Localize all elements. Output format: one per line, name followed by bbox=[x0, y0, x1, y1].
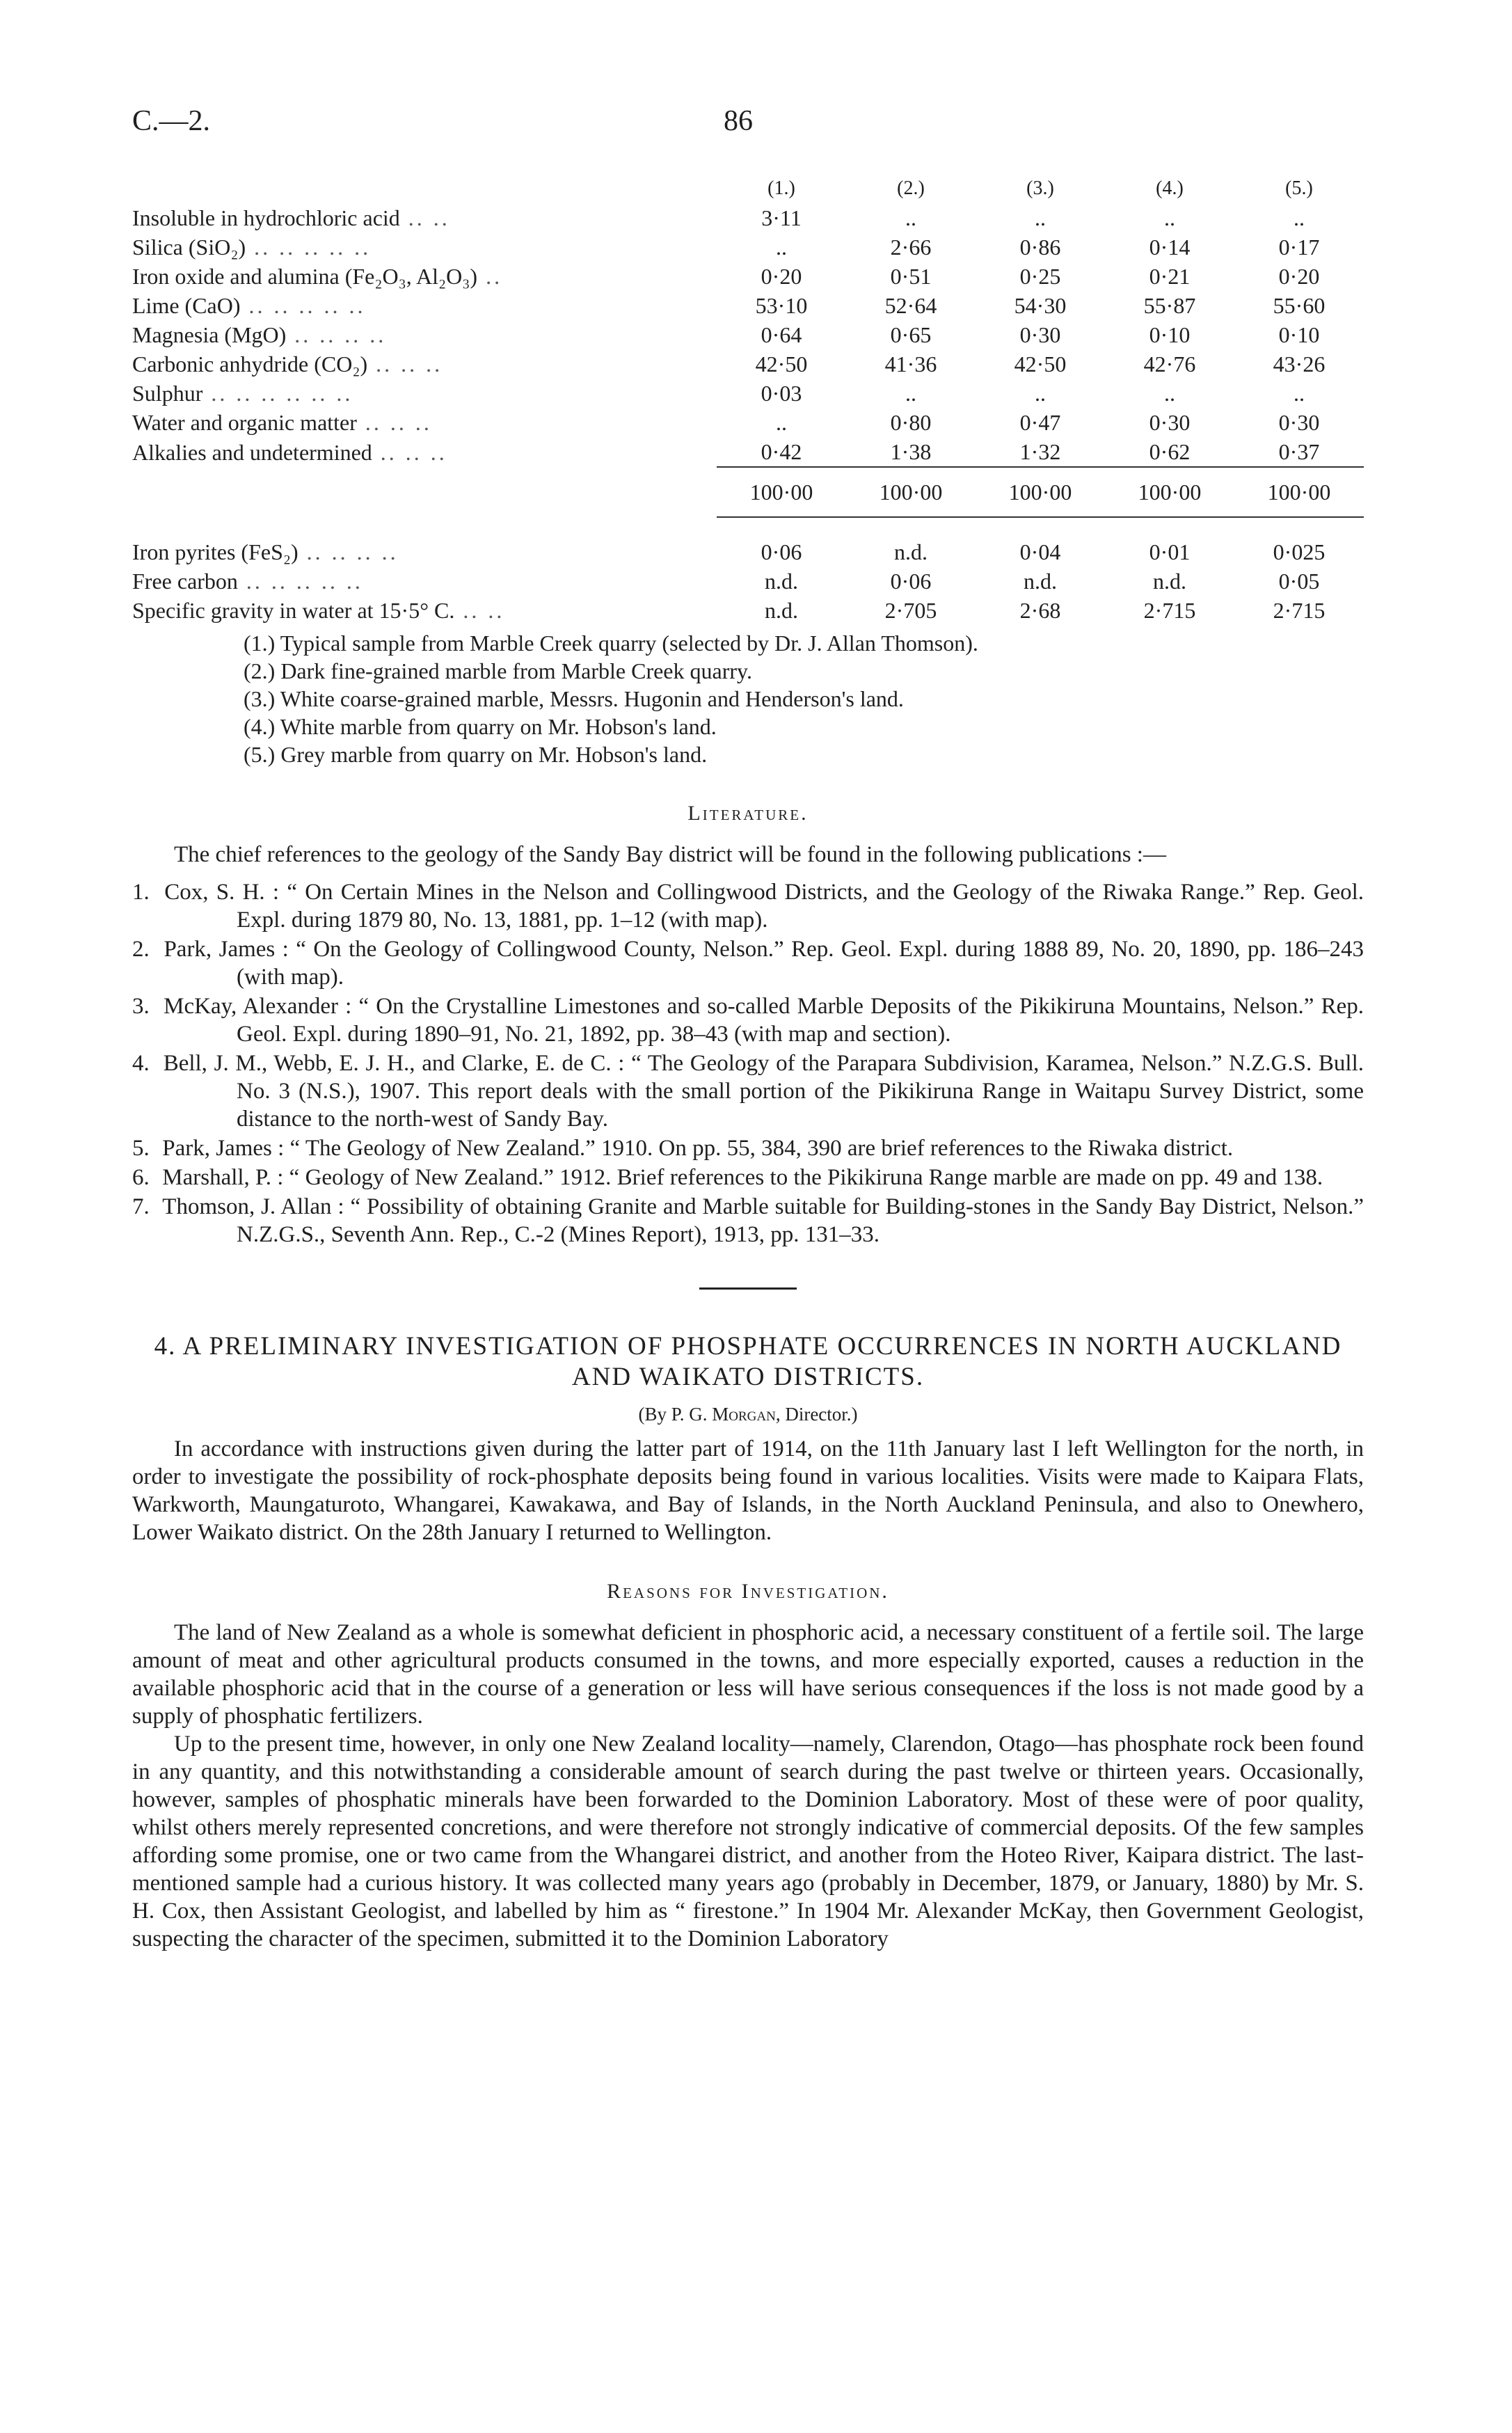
table-cell: 3·11 bbox=[761, 205, 802, 230]
reference-text: Marshall, P. : “ Geology of New Zealand.” 1912. Brief references to the Pikikiruna Range marble are made on pp. 49 and 138. bbox=[162, 1165, 1323, 1190]
literature-heading: Literature. bbox=[687, 802, 809, 825]
table-cell: 0·42 bbox=[761, 439, 802, 464]
table-cell: 2·705 bbox=[884, 598, 937, 623]
analysis-table bbox=[132, 174, 1364, 625]
total-cell: 100·00 bbox=[976, 467, 1105, 517]
table-row: Silica (SiO₂) .. .. .. .. .. .. 2·66 0·86 0·14 0·17 bbox=[132, 232, 1364, 262]
column-header: (1.) bbox=[767, 177, 795, 199]
table-cell: .. bbox=[1035, 205, 1046, 230]
total-cell: 100·00 bbox=[717, 467, 846, 517]
table-row: Iron oxide and alumina (Fe₂O₃, Al₂O₃) .. 0·20 0·51 0·25 0·21 0·20 bbox=[132, 262, 1364, 291]
table-cell: 0·51 bbox=[890, 264, 932, 289]
row-label: Carbonic anhydride (CO₂) bbox=[132, 351, 368, 377]
reference-item bbox=[132, 1134, 1364, 1162]
reference-item bbox=[132, 878, 1364, 934]
analysis-column-headers bbox=[132, 174, 1364, 203]
column-header: (4.) bbox=[1156, 177, 1184, 199]
sample-note: (4.) White marble from quarry on Mr. Hobson's land. bbox=[244, 714, 717, 739]
row-label: Free carbon bbox=[132, 569, 238, 594]
table-cell: 0·20 bbox=[1278, 264, 1320, 289]
table-cell: 2·715 bbox=[1143, 598, 1196, 623]
table-cell: 2·68 bbox=[1019, 598, 1061, 623]
table-cell: 0·30 bbox=[1278, 410, 1320, 435]
table-row: Lime (CaO) .. .. .. .. .. 53·10 52·64 54·30 55·87 55·60 bbox=[132, 291, 1364, 320]
body-paragraph: The land of New Zealand as a whole is somewhat deficient in phosphoric acid, a necessary constituent of a fertile soil. The large amount of meat and other agricultural products consumed in the towns, and more especially exported, causes a reduction in the available phosphoric acid that in the course of a generation or less will have serious consequences if the loss is not made good by a supply of phosphatic fertilizers. bbox=[132, 1620, 1364, 1729]
table-cell: 0·47 bbox=[1019, 410, 1061, 435]
table-row: Free carbon .. .. .. .. .. n.d. 0·06 n.d. n.d. 0·05 bbox=[132, 566, 1364, 596]
total-cell: 100·00 bbox=[1105, 467, 1234, 517]
table-cell: 2·715 bbox=[1273, 598, 1326, 623]
sample-note: (1.) Typical sample from Marble Creek quarry (selected by Dr. J. Allan Thomson). bbox=[244, 631, 978, 656]
sample-note: (2.) Dark fine-grained marble from Marble Creek quarry. bbox=[244, 658, 752, 683]
table-cell: .. bbox=[905, 381, 916, 406]
table-cell: 0·10 bbox=[1149, 322, 1191, 347]
table-cell: .. bbox=[776, 410, 787, 435]
table-cell: n.d. bbox=[765, 569, 798, 594]
total-cell: 100·00 bbox=[1234, 467, 1364, 517]
reference-item bbox=[132, 935, 1364, 991]
row-label: Water and organic matter bbox=[132, 410, 357, 435]
table-cell: 43·26 bbox=[1273, 351, 1326, 377]
column-header: (2.) bbox=[897, 177, 925, 199]
table-cell: 0·06 bbox=[890, 569, 932, 594]
reference-item bbox=[132, 1049, 1364, 1133]
table-cell: n.d. bbox=[1153, 569, 1186, 594]
table-cell: 0·21 bbox=[1149, 264, 1191, 289]
table-cell: 0·86 bbox=[1019, 235, 1061, 260]
table-cell: n.d. bbox=[765, 598, 798, 623]
page-number: 86 bbox=[724, 105, 753, 137]
table-cell: 55·60 bbox=[1273, 293, 1326, 318]
table-row: Alkalies and undetermined .. .. .. 0·42 1·38 1·32 0·62 0·37 bbox=[132, 437, 1364, 467]
body-paragraph: Up to the present time, however, in only one New Zealand locality—namely, Clarendon, Otago—has phosphate rock been found in any quantity, and this notwithstanding a considerable amount of search during the past twelve or thirteen years. Occasionally, however, samples of phosphatic minerals have been forwarded to the Dominion Laboratory. Most of these were of poor quality, whilst others merely represented concretions, and were therefore not strongly indicative of commercial deposits. Of the few samples affording some promise, one or two came from the Whangarei district, and another from the Hoteo River, Kaipara district. The last-mentioned sample had a curious history. It was collected many years ago (probably in December, 1879, or January, 1880) by Mr. S. H. Cox, then Assistant Geologist, and labelled by him as “ firestone.” In 1904 Mr. Alexander McKay, then Government Geologist, suspecting the character of the specimen, submitted it to the Dominion Laboratory bbox=[132, 1731, 1364, 1951]
table-cell: 0·64 bbox=[761, 322, 802, 347]
row-label: Specific gravity in water at 15·5° C. bbox=[132, 598, 455, 623]
table-cell: 0·04 bbox=[1019, 539, 1061, 564]
reference-list bbox=[132, 878, 1364, 1249]
row-label: Magnesia (MgO) bbox=[132, 322, 287, 347]
table-row: Iron pyrites (FeS₂) .. .. .. .. 0·06 n.d. 0·04 0·01 0·025 bbox=[132, 537, 1364, 566]
table-cell: n.d. bbox=[1024, 569, 1057, 594]
sample-note: (3.) White coarse-grained marble, Messrs. Hugonin and Henderson's land. bbox=[244, 686, 904, 711]
table-cell: 0·65 bbox=[890, 322, 932, 347]
table-cell: 0·25 bbox=[1019, 264, 1061, 289]
byline bbox=[132, 1404, 1364, 1425]
row-label: Iron oxide and alumina (Fe₂O₃, Al₂O₃) bbox=[132, 264, 478, 289]
reference-text: Thomson, J. Allan : “ Possibility of obtaining Granite and Marble suitable for Building-stones in the Sandy Bay District, Nelson.” N.Z.G.S., Seventh Ann. Rep., C.-2 (Mines Report), 1913, pp. 131–33. bbox=[162, 1194, 1364, 1247]
reference-number: 4. bbox=[132, 1051, 150, 1076]
table-cell: 0·62 bbox=[1149, 439, 1191, 464]
totals-row bbox=[132, 467, 1364, 517]
reference-number: 3. bbox=[132, 994, 150, 1019]
row-label: Iron pyrites (FeS₂) bbox=[132, 539, 299, 564]
table-cell: .. bbox=[1294, 205, 1305, 230]
table-cell: 42·76 bbox=[1143, 351, 1196, 377]
reference-text: Cox, S. H. : “ On Certain Mines in the Nelson and Collingwood Districts, and the Geology of the Riwaka Range.” Rep. Geol. Expl. during 1879 80, No. 13, 1881, pp. 1–12 (with map). bbox=[164, 880, 1364, 933]
row-label: Silica (SiO₂) bbox=[132, 235, 246, 260]
table-cell: 1·38 bbox=[890, 439, 932, 464]
table-row: Sulphur .. .. .. .. .. .. 0·03 .. .. .. .. bbox=[132, 379, 1364, 408]
table-cell: .. bbox=[905, 205, 916, 230]
reasons-heading: Reasons for Investigation. bbox=[607, 1580, 889, 1603]
table-row: Insoluble in hydrochloric acid .. .. 3·11 .. .. .. .. bbox=[132, 203, 1364, 232]
table-row: Water and organic matter .. .. .. .. 0·80 0·47 0·30 0·30 bbox=[132, 408, 1364, 437]
document-page bbox=[132, 104, 1364, 1953]
sample-notes bbox=[244, 629, 1364, 768]
table-cell: 1·32 bbox=[1019, 439, 1061, 464]
table-cell: .. bbox=[1164, 205, 1175, 230]
reference-text: McKay, Alexander : “ On the Crystalline Limestones and so-called Marble Deposits of the Pikikiruna Mountains, Nelson.” Rep. Geol. Expl. during 1890–91, No. 21, 1892, pp. 38–43 (with map and section). bbox=[164, 994, 1364, 1047]
section-title: 4. A PRELIMINARY INVESTIGATION OF PHOSPHATE OCCURRENCES IN NORTH AUCKLAND AND WAIKATO DISTRICTS. bbox=[154, 1332, 1342, 1391]
intro-paragraph: In accordance with instructions given during the latter part of 1914, on the 11th January last I left Wellington for the north, in order to investigate the possibility of rock-phosphate deposits being found in various localities. Visits were made to Kaipara Flats, Warkworth, Maungaturoto, Whangarei, Kawakawa, and Bay of Islands, in the North Auckland Peninsula, and also to Onewhero, Lower Waikato district. On the 28th January I returned to Wellington. bbox=[132, 1436, 1364, 1545]
reference-text: Bell, J. M., Webb, E. J. H., and Clarke, E. de C. : “ The Geology of the Parapara Subdivision, Karamea, Nelson.” N.Z.G.S. Bull. No. 3 (N.S.), 1907. This report deals with the small portion of the Pikikiruna Range in Waitapu Survey District, some distance to the north-west of Sandy Bay. bbox=[163, 1051, 1364, 1132]
table-cell: 42·50 bbox=[1014, 351, 1067, 377]
table-cell: 53·10 bbox=[755, 293, 808, 318]
table-cell: 0·03 bbox=[761, 381, 802, 406]
table-cell: n.d. bbox=[894, 539, 928, 564]
table-cell: .. bbox=[1294, 381, 1305, 406]
author-name: Morgan bbox=[712, 1404, 776, 1425]
row-label: Insoluble in hydrochloric acid bbox=[132, 205, 400, 230]
table-cell: 41·36 bbox=[884, 351, 937, 377]
table-cell: 0·17 bbox=[1278, 235, 1320, 260]
table-cell: 0·06 bbox=[761, 539, 802, 564]
table-cell: 55·87 bbox=[1143, 293, 1196, 318]
sample-note: (5.) Grey marble from quarry on Mr. Hobson's land. bbox=[244, 742, 708, 767]
byline-prefix: (By P. G. bbox=[638, 1404, 713, 1425]
table-row: Specific gravity in water at 15·5° C. .. .. n.d. 2·705 2·68 2·715 2·715 bbox=[132, 596, 1364, 625]
column-header: (3.) bbox=[1026, 177, 1054, 199]
row-label: Sulphur bbox=[132, 381, 203, 406]
table-cell: 0·30 bbox=[1149, 410, 1191, 435]
table-cell: 2·66 bbox=[890, 235, 932, 260]
table-cell: 0·80 bbox=[890, 410, 932, 435]
table-cell: .. bbox=[1164, 381, 1175, 406]
reference-item bbox=[132, 992, 1364, 1048]
page-header bbox=[132, 104, 1364, 160]
reference-item bbox=[132, 1193, 1364, 1249]
table-cell: 0·025 bbox=[1273, 539, 1326, 564]
table-cell: .. bbox=[1035, 381, 1046, 406]
reference-number: 7. bbox=[132, 1194, 150, 1219]
table-cell: 0·05 bbox=[1278, 569, 1320, 594]
reference-text: Park, James : “ On the Geology of Collingwood County, Nelson.” Rep. Geol. Expl. during 1888 89, No. 20, 1890, pp. 186–243 (with map). bbox=[164, 937, 1364, 990]
reference-text: Park, James : “ The Geology of New Zealand.” 1910. On pp. 55, 384, 390 are brief references to the Riwaka district. bbox=[162, 1136, 1234, 1161]
table-cell: 54·30 bbox=[1014, 293, 1067, 318]
section-divider bbox=[699, 1287, 797, 1290]
table-cell: .. bbox=[776, 235, 787, 260]
reference-item bbox=[132, 1164, 1364, 1191]
table-cell: 0·37 bbox=[1278, 439, 1320, 464]
table-cell: 0·14 bbox=[1149, 235, 1191, 260]
table-cell: 42·50 bbox=[755, 351, 808, 377]
column-header: (5.) bbox=[1285, 177, 1313, 199]
row-label: Lime (CaO) bbox=[132, 293, 241, 318]
table-cell: 52·64 bbox=[884, 293, 937, 318]
reference-number: 5. bbox=[132, 1136, 150, 1161]
author-role: , Director.) bbox=[775, 1404, 858, 1425]
total-cell: 100·00 bbox=[846, 467, 976, 517]
document-reference: C.—2. bbox=[132, 105, 211, 137]
table-cell: 0·10 bbox=[1278, 322, 1320, 347]
reference-number: 6. bbox=[132, 1165, 150, 1190]
reference-number: 2. bbox=[132, 937, 150, 962]
table-row: Carbonic anhydride (CO₂) .. .. .. 42·50 41·36 42·50 42·76 43·26 bbox=[132, 349, 1364, 379]
reference-number: 1. bbox=[132, 880, 150, 905]
table-row: Magnesia (MgO) .. .. .. .. 0·64 0·65 0·30 0·10 0·10 bbox=[132, 320, 1364, 349]
table-cell: 0·20 bbox=[761, 264, 802, 289]
table-cell: 0·30 bbox=[1019, 322, 1061, 347]
literature-intro: The chief references to the geology of the Sandy Bay district will be found in the following publications :— bbox=[174, 842, 1166, 867]
row-label: Alkalies and undetermined bbox=[132, 439, 372, 465]
table-cell: 0·01 bbox=[1149, 539, 1191, 564]
